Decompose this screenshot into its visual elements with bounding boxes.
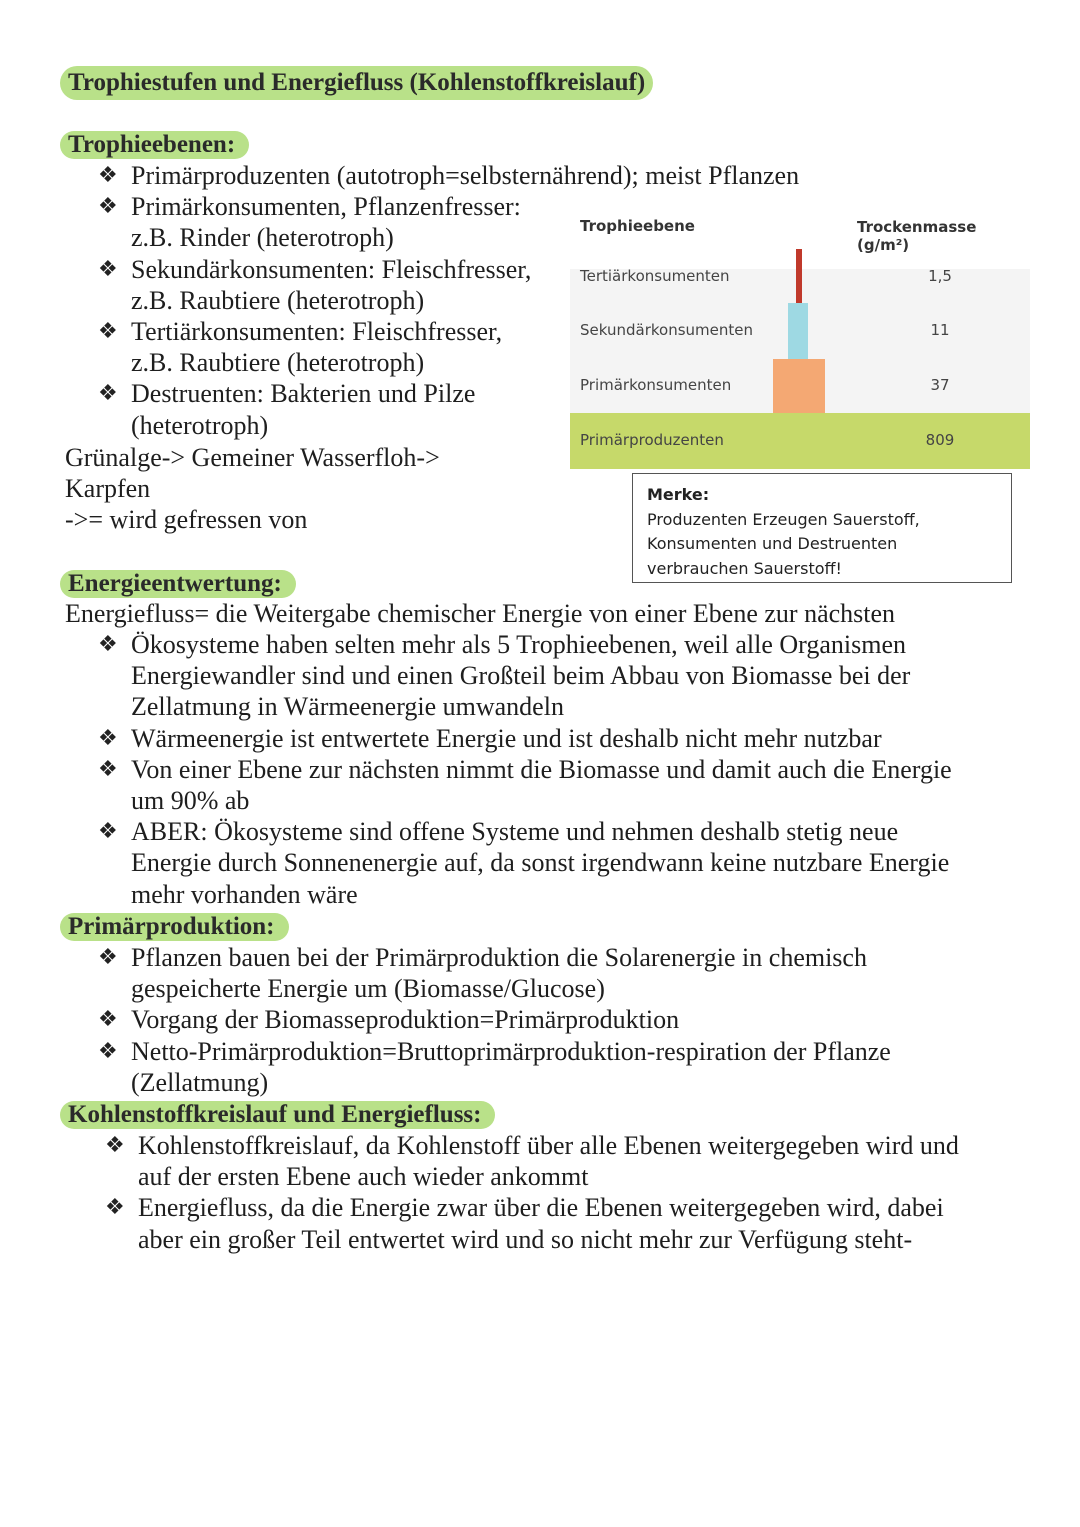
merke-line: verbrauchen Sauerstoff! [647,558,842,578]
list-item: ❖ Tertiärkonsumenten: Fleischfresser, [98,317,503,347]
section-heading-trophieebenen: Trophieebenen: [60,131,249,159]
list-item: ❖ Destruenten: Bakterien und Pilze [98,379,476,409]
list-item-continuation: Energiewandler sind und einen Großteil beim Abbau von Biomasse bei der [131,661,911,691]
list-item-continuation: Zellatmung in Wärmeenergie umwandeln [131,692,564,722]
list-item-continuation: z.B. Rinder (heterotroph) [131,223,394,253]
energieentwertung-list [98,629,952,910]
list-item-continuation: z.B. Raubtiere (heterotroph) [131,285,425,315]
column-header-mass: Trockenmasse (g/m²) [857,218,977,254]
list-item-continuation: Energie durch Sonnenenergie auf, da sonst irgendwann keine nutzbare Energie [131,848,950,878]
page-title: Trophiestufen und Energiefluss (Kohlenstoffkreislauf) [60,66,653,100]
bullet-diamond-icon: ❖ [98,725,118,751]
table-row-value: 11 [930,321,950,339]
table-row-value: 37 [930,376,950,394]
bullet-diamond-icon: ❖ [98,819,118,845]
pyramid-bar-primary-consumers [773,359,825,413]
list-item: ❖ Vorgang der Biomasseproduktion=Primärproduktion [98,1005,680,1035]
list-item: ❖ Primärkonsumenten, Pflanzenfresser: [98,192,521,222]
list-item: ❖ Von einer Ebene zur nächsten nimmt die Biomasse und damit auch die Energie [98,754,952,784]
bullet-diamond-icon: ❖ [105,1195,125,1221]
section-heading-primaerproduktion: Primärproduktion: [60,913,289,941]
bullet-diamond-icon: ❖ [98,319,118,345]
table-row-label: Primärproduzenten [580,431,724,449]
food-chain-line: Grünalge-> Gemeiner Wasserfloh-> [65,443,440,472]
list-item-continuation: z.B. Raubtiere (heterotroph) [131,348,425,378]
bullet-diamond-icon: ❖ [105,1133,125,1158]
table-row-label: Tertiärkonsumenten [580,267,730,285]
list-item-continuation: gespeicherte Energie um (Biomasse/Glucose) [131,974,605,1004]
list-item: ❖ ABER: Ökosysteme sind offene Systeme und nehmen deshalb stetig neue [98,817,899,847]
list-item-continuation: um 90% ab [131,786,250,816]
bullet-diamond-icon: ❖ [98,381,118,407]
pyramid-bar-tertiary [796,249,802,303]
list-item: ❖ Pflanzen bauen bei der Primärproduktion die Solarenergie in chemisch [98,943,867,972]
food-chain-line: Karpfen [65,474,151,504]
biomass-table [570,205,1030,470]
section-heading-kohlenstoffkreislauf: Kohlenstoffkreislauf und Energiefluss: [60,1101,495,1129]
table-row-value: 809 [925,431,955,449]
table-row-value: 1,5 [928,267,952,285]
list-item-continuation: auf der ersten Ebene auch wieder ankommt [138,1162,589,1192]
list-item-continuation: (heterotroph) [131,410,269,440]
bullet-diamond-icon: ❖ [98,945,118,970]
kohlenstoffkreislauf-list [105,1130,959,1255]
food-chain-legend: ->= wird gefressen von [65,505,308,535]
food-chain-text [65,442,440,536]
bullet-diamond-icon: ❖ [98,194,118,220]
list-item: ❖ Netto-Primärproduktion=Bruttoprimärproduktion-respiration der Pflanze [98,1036,891,1066]
list-item-continuation: aber ein großer Teil entwertet wird und so nicht mehr zur Verfügung steht- [138,1224,913,1254]
column-header-level: Trophieebene [580,217,695,235]
list-item: ❖ Primärproduzenten (autotroph=selbsternährend); meist Pflanzen [98,161,800,190]
merke-box [632,473,1012,583]
bullet-diamond-icon: ❖ [98,632,118,657]
bullet-diamond-icon: ❖ [98,1007,118,1033]
energiefluss-definition: Energiefluss= die Weitergabe chemischer Energie von einer Ebene zur nächsten [65,599,896,628]
bullet-diamond-icon: ❖ [98,1038,118,1064]
bullet-diamond-icon: ❖ [98,756,118,782]
pyramid-bar-secondary [788,303,808,359]
table-row-label: Primärkonsumenten [580,376,732,394]
table-row-label: Sekundärkonsumenten [580,321,753,339]
bullet-diamond-icon: ❖ [98,163,118,188]
list-item: ❖ Kohlenstoffkreislauf, da Kohlenstoff über alle Ebenen weitergegeben wird und [105,1131,959,1160]
merke-line: Produzenten Erzeugen Sauerstoff, [647,509,920,529]
bullet-diamond-icon: ❖ [98,256,118,282]
section-heading-energieentwertung: Energieentwertung: [60,570,296,598]
merke-line: Konsumenten und Destruenten [647,534,898,553]
primaerproduktion-list [98,942,891,1098]
list-item: ❖ Energiefluss, da die Energie zwar über die Ebenen weitergegeben wird, dabei [105,1193,944,1223]
list-item-continuation: mehr vorhanden wäre [131,879,358,909]
merke-label: Merke: [647,485,710,504]
list-item-continuation: (Zellatmung) [131,1067,269,1097]
list-item: ❖ Sekundärkonsumenten: Fleischfresser, [98,254,532,284]
list-item: ❖ Ökosysteme haben selten mehr als 5 Trophieebenen, weil alle Organismen [98,630,907,659]
list-item: ❖ Wärmeenergie ist entwertete Energie und ist deshalb nicht mehr nutzbar [98,723,882,753]
